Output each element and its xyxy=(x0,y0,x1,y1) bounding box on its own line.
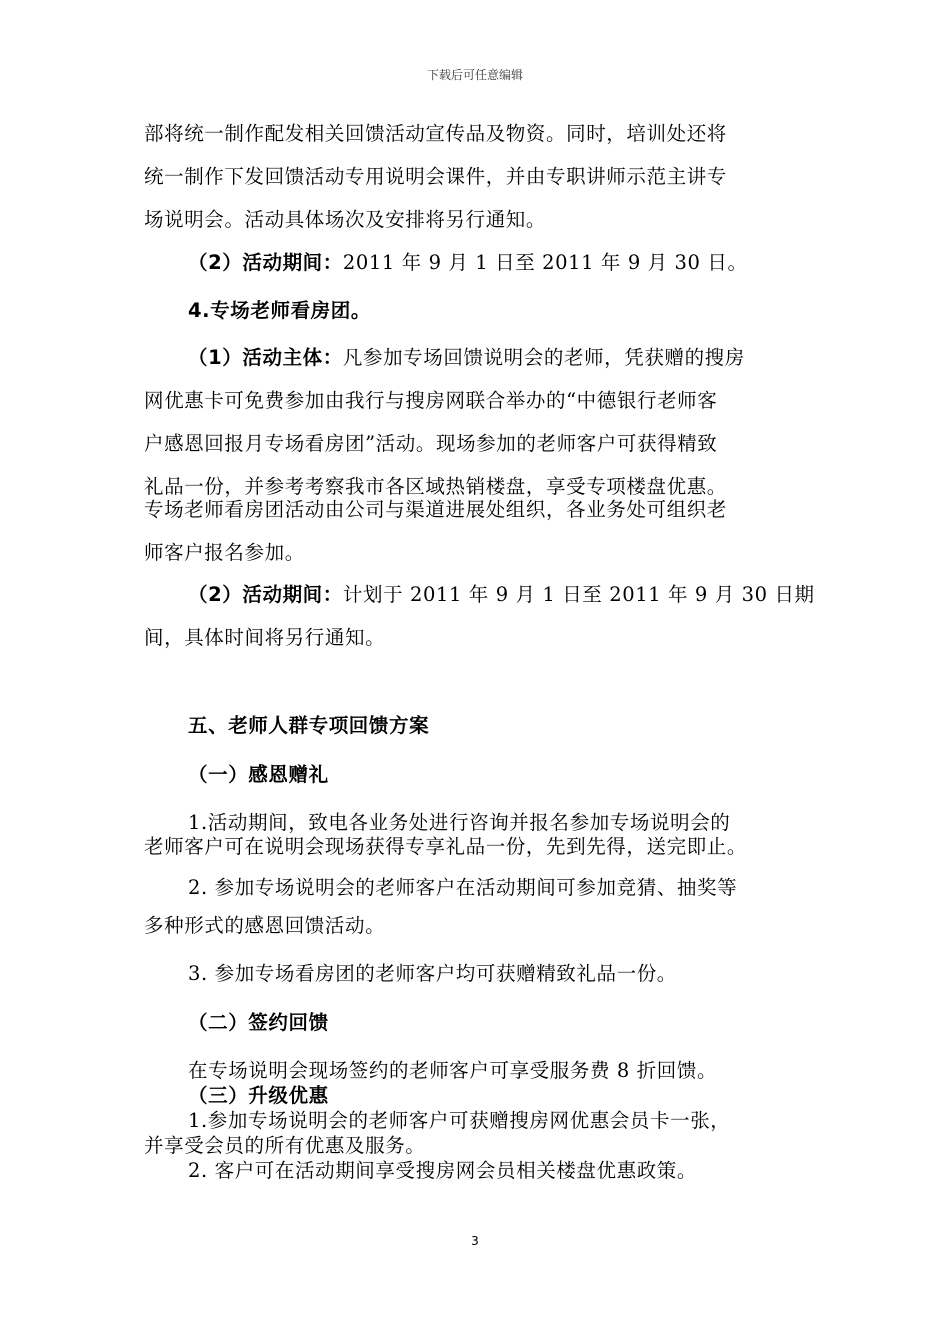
paragraph-line: 间，具体时间将另行通知。 xyxy=(144,626,386,649)
activity-period-text: 计划于 2011 年 9 月 1 日至 2011 年 9 月 30 日期 xyxy=(342,583,815,606)
list-item: 老师客户可在说明会现场获得专享礼品一份，先到先得，送完即止。 xyxy=(144,835,748,858)
activity-period-text: 2011 年 9 月 1 日至 2011 年 9 月 30 日。 xyxy=(342,251,748,274)
section-heading: 4.专场老师看房团。 xyxy=(188,299,371,322)
paragraph-line: 礼品一份，并参考考察我市各区域热销楼盘，享受专项楼盘优惠。 xyxy=(144,475,727,498)
list-item: 多种形式的感恩回馈活动。 xyxy=(144,914,386,937)
activity-period-label: （2）活动期间： xyxy=(188,251,343,274)
subsection-heading: （二）签约回馈 xyxy=(188,1011,329,1034)
list-item: 2. 参加专场说明会的老师客户在活动期间可参加竞猜、抽奖等 xyxy=(188,876,738,899)
activity-period-line xyxy=(188,250,808,276)
subsection-heading: （一）感恩赠礼 xyxy=(188,763,329,786)
subsection-heading: （三）升级优惠 xyxy=(188,1084,329,1107)
activity-period-line xyxy=(188,582,815,608)
list-item: 2. 客户可在活动期间享受搜房网会员相关楼盘优惠政策。 xyxy=(188,1159,698,1182)
paragraph-line: 在专场说明会现场签约的老师客户可享受服务费 8 折回馈。 xyxy=(188,1059,718,1082)
paragraph-line: 统一制作下发回馈活动专用说明会课件，并由专职讲师示范主讲专 xyxy=(144,165,727,188)
activity-period-label: （2）活动期间： xyxy=(188,583,343,606)
list-item: 1.参加专场说明会的老师客户可获赠搜房网优惠会员卡一张， xyxy=(188,1109,731,1132)
paragraph-line: 专场老师看房团活动由公司与渠道进展处组织，各业务处可组织老 xyxy=(144,498,727,521)
activity-subject-text: 凡参加专场回馈说明会的老师，凭获赠的搜房 xyxy=(342,346,745,369)
paragraph-line: 师客户报名参加。 xyxy=(144,541,305,564)
list-item: 3. 参加专场看房团的老师客户均可获赠精致礼品一份。 xyxy=(188,962,677,985)
paragraph-line: 网优惠卡可免费参加由我行与搜房网联合举办的“中德银行老师客 xyxy=(144,389,718,412)
chapter-heading: 五、老师人群专项回馈方案 xyxy=(188,714,430,737)
page-number: 3 xyxy=(471,1234,479,1248)
list-item: 1.活动期间，致电各业务处进行咨询并报名参加专场说明会的 xyxy=(188,811,731,834)
paragraph-line: 户感恩回报月专场看房团”活动。现场参加的老师客户可获得精致 xyxy=(144,432,718,455)
paragraph-line: 部将统一制作配发相关回馈活动宣传品及物资。同时，培训处还将 xyxy=(144,122,727,145)
list-item: 并享受会员的所有优惠及服务。 xyxy=(144,1134,426,1157)
paragraph-line: 场说明会。活动具体场次及安排将另行通知。 xyxy=(144,208,547,231)
activity-subject-label: （1）活动主体： xyxy=(188,346,343,369)
header-note: 下载后可任意编辑 xyxy=(426,68,523,82)
activity-subject-line xyxy=(188,345,808,371)
